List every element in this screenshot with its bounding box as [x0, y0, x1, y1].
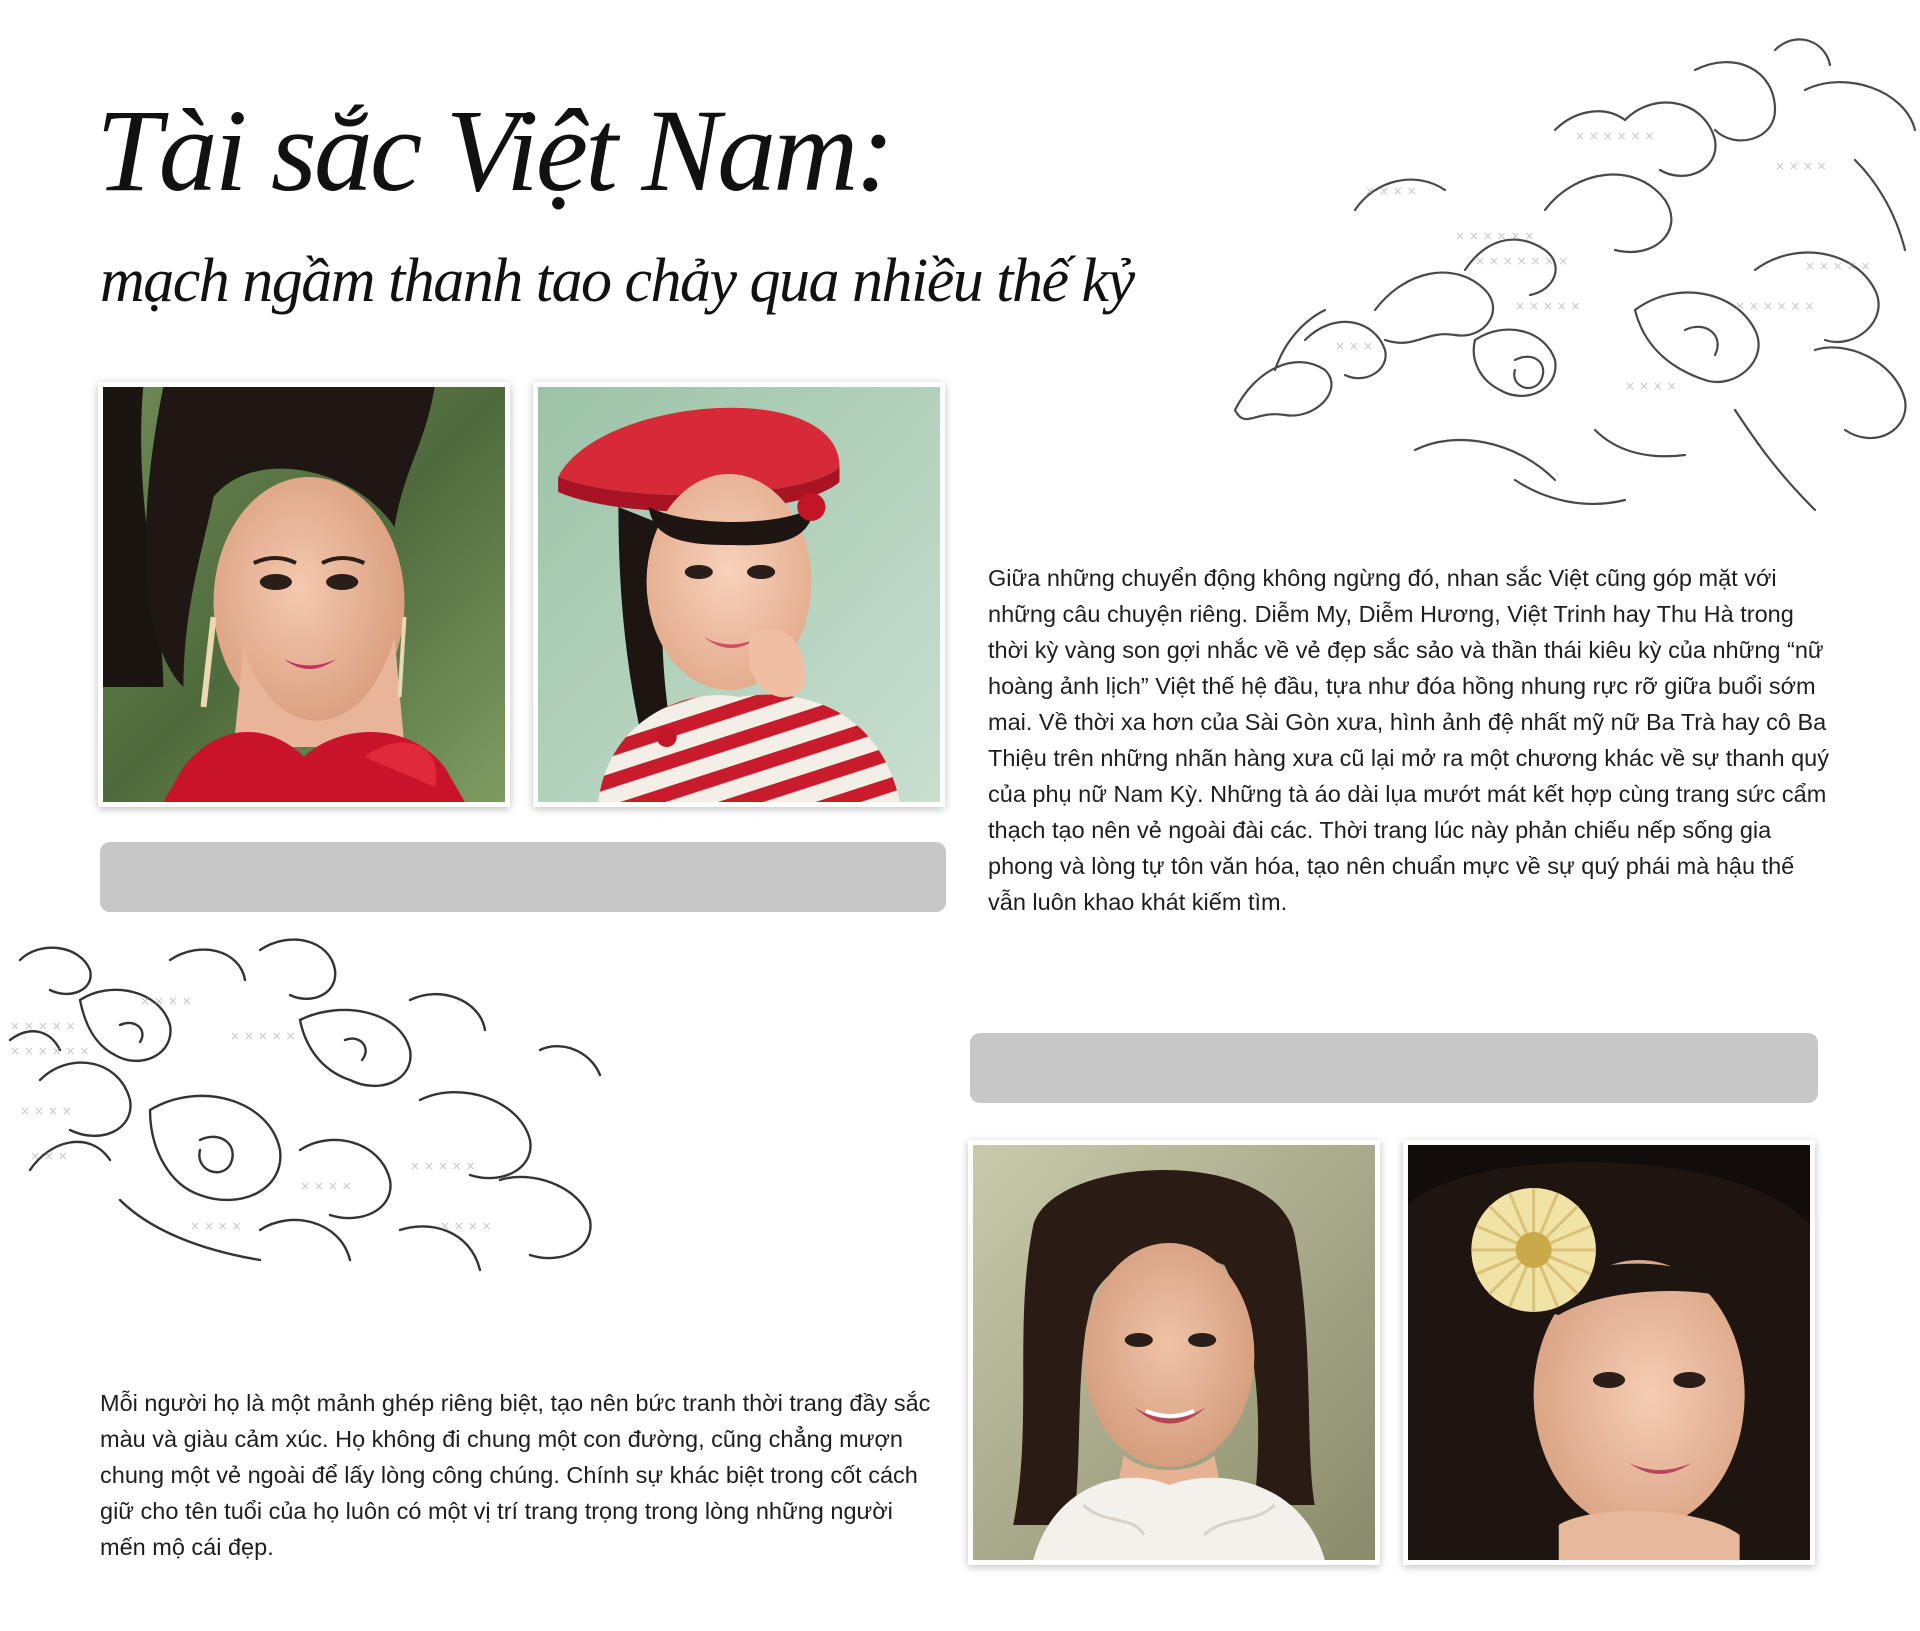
floral-sketch-top-right [1215, 10, 1920, 530]
svg-text:× × × ×: × × × × [440, 1219, 492, 1233]
portrait-photo-3 [968, 1140, 1380, 1565]
svg-text:× × × × ×: × × × × × [230, 1029, 296, 1043]
portrait-photo-4 [1403, 1140, 1815, 1565]
svg-text:× × × × × ×: × × × × × × [10, 1044, 90, 1058]
article-title: Tài sắc Việt Nam: [96, 85, 892, 216]
svg-text:× × × × ×: × × × × × [1515, 299, 1581, 313]
portrait-photo-2 [533, 382, 945, 807]
paragraph-second-text: Mỗi người họ là một mảnh ghép riêng biệt, tạo nên bức tranh thời trang đầy sắc màu và giàu cảm xúc. Họ không đi chung một con đường, cũng chẳng mượn chung một vẻ ngoài để lấy lòng công chúng. Chính sự khác biệt trong cốt cách giữ cho tên tuổi của họ luôn có một vị trí trang trọng trong lòng những người mến mộ cái đẹp. [100, 1390, 931, 1560]
svg-text:× × × ×: × × × × [190, 1219, 242, 1233]
svg-text:× × × × ×: × × × × × [410, 1159, 476, 1173]
svg-text:× × × ×: × × × × [20, 1104, 72, 1118]
article-subtitle: mạch ngầm thanh tao chảy qua nhiều thế kỷ [100, 247, 1134, 315]
floral-sketch-bottom-left [0, 930, 620, 1300]
svg-text:× × × × ×: × × × × × [1805, 259, 1871, 273]
paragraph-second [100, 1385, 940, 1565]
portrait-photo-1 [98, 382, 510, 807]
svg-text:× × × ×: × × × × [300, 1179, 352, 1193]
svg-text:× × × ×: × × × × [1625, 379, 1677, 393]
caption-placeholder-top [100, 842, 946, 912]
svg-text:× × ×: × × × [30, 1149, 68, 1163]
svg-text:× × × × × × ×: × × × × × × × [1475, 254, 1569, 268]
svg-text:× × × × × ×: × × × × × × [1575, 129, 1655, 143]
paragraph-first [988, 560, 1832, 920]
svg-text:× × × ×: × × × × [140, 994, 192, 1008]
svg-text:× × × ×: × × × × [1775, 159, 1827, 173]
svg-text:× × × × × ×: × × × × × × [1455, 229, 1535, 243]
svg-text:× × × ×: × × × × [1365, 184, 1417, 198]
caption-placeholder-bottom [970, 1033, 1818, 1103]
svg-text:× × ×: × × × [1335, 339, 1373, 353]
svg-text:× × × × × ×: × × × × × × [1735, 299, 1815, 313]
svg-text:× × × × ×: × × × × × [10, 1019, 76, 1033]
paragraph-first-text: Giữa những chuyển động không ngừng đó, nhan sắc Việt cũng góp mặt với những câu chuyện riêng. Diễm My, Diễm Hương, Việt Trinh hay Thu Hà trong thời kỳ vàng son gợi nhắc về vẻ đẹp sắc sảo và thần thái kiêu kỳ của những “nữ hoàng ảnh lịch” Việt thế hệ đầu, tựa như đóa hồng nhung rực rỡ giữa buổi sớm mai. Về thời xa hơn của Sài Gòn xưa, hình ảnh đệ nhất mỹ nữ Ba Trà hay cô Ba Thiệu trên những nhãn hàng xưa cũ lại mở ra một chương khác về sự thanh quý của phụ nữ Nam Kỳ. Những tà áo dài lụa mướt mát kết hợp cùng trang sức cẩm thạch tạo nên vẻ ngoài đài các. Thời trang lúc này phản chiếu nếp sống gia phong và lòng tự tôn văn hóa, tạo nên chuẩn mực về sự quý phái mà hậu thế vẫn luôn khao khát kiếm tìm. [988, 565, 1829, 915]
